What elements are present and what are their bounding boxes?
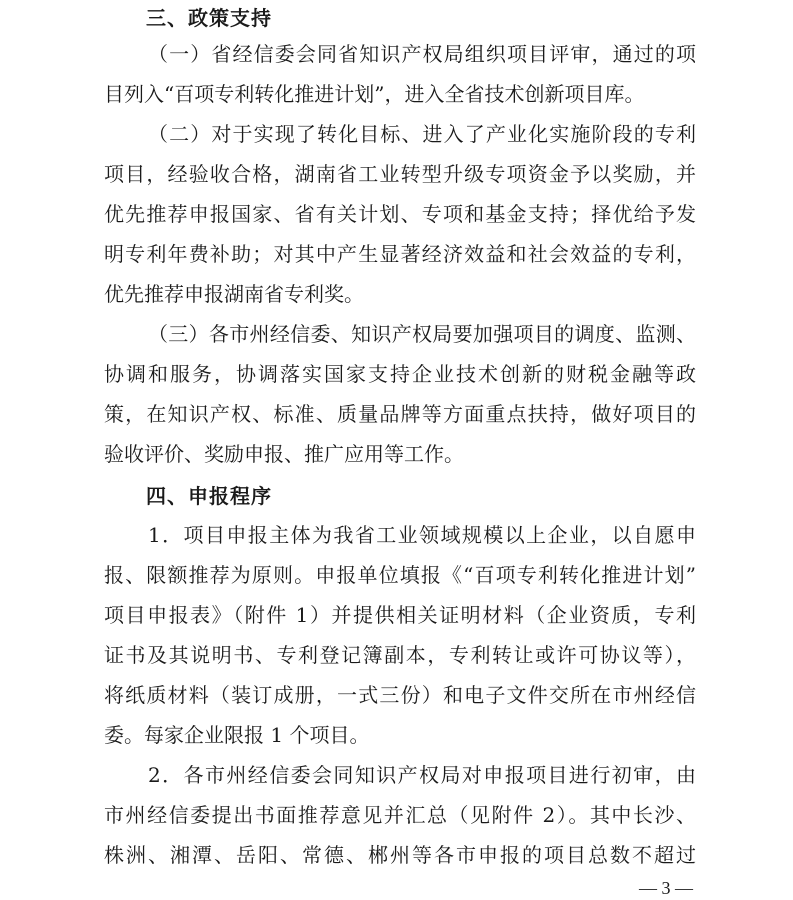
text-line: 优先推荐申报国家、省有关计划、专项和基金支持；择优给予发 [104,202,696,226]
text-line: 1．项目申报主体为我省工业领域规模以上企业，以自愿申 [148,523,696,547]
text-line: 优先推荐申报湖南省专利奖。 [104,282,364,306]
text-line: 报、限额推荐为原则。申报单位填报《“百项专利转化推进计划” [104,563,696,587]
text-line: 株洲、湘潭、岳阳、常德、郴州等各市申报的项目总数不超过 [104,843,696,867]
section-heading-policy-support: 三、政策支持 [146,6,272,30]
paragraph-s4-1 [104,515,696,755]
text-line: （二）对于实现了转化目标、进入了产业化实施阶段的专利 [148,122,696,146]
section-heading-application-procedure: 四、申报程序 [146,484,272,508]
text-line: 项目，经验收合格，湖南省工业转型升级专项资金予以奖励，并 [104,162,696,186]
paragraph-s3-2 [104,114,696,314]
paragraph-s3-3 [104,314,696,474]
text-line: 策，在知识产权、标准、质量品牌等方面重点扶持，做好项目的 [104,402,696,426]
text-line: 明专利年费补助；对其中产生显著经济效益和社会效益的专利， [104,242,696,266]
page-number: — 3 — [639,878,693,898]
text-line: 证书及其说明书、专利登记簿副本，专利转让或许可协议等）， [104,643,696,667]
text-line: 项目申报表》（附件 1）并提供相关证明材料（企业资质，专利 [104,603,696,627]
paragraph-s4-2 [104,755,696,875]
text-line: 将纸质材料（装订成册，一式三份）和电子文件交所在市州经信 [104,683,696,707]
text-line: （三）各市州经信委、知识产权局要加强项目的调度、监测、 [148,322,696,346]
text-line: 委。每家企业限报 1 个项目。 [104,723,370,747]
paragraph-s3-1 [104,34,696,114]
text-line: 目列入“百项专利转化推进计划”，进入全省技术创新项目库。 [104,82,645,106]
text-line: 2．各市州经信委会同知识产权局对申报项目进行初审，由 [148,763,696,787]
text-line: 验收评价、奖励申报、推广应用等工作。 [104,442,464,466]
text-line: 市州经信委提出书面推荐意见并汇总（见附件 2）。其中长沙、 [104,803,696,827]
text-line: （一）省经信委会同省知识产权局组织项目评审，通过的项 [148,42,696,66]
text-line: 协调和服务，协调落实国家支持企业技术创新的财税金融等政 [104,362,696,386]
